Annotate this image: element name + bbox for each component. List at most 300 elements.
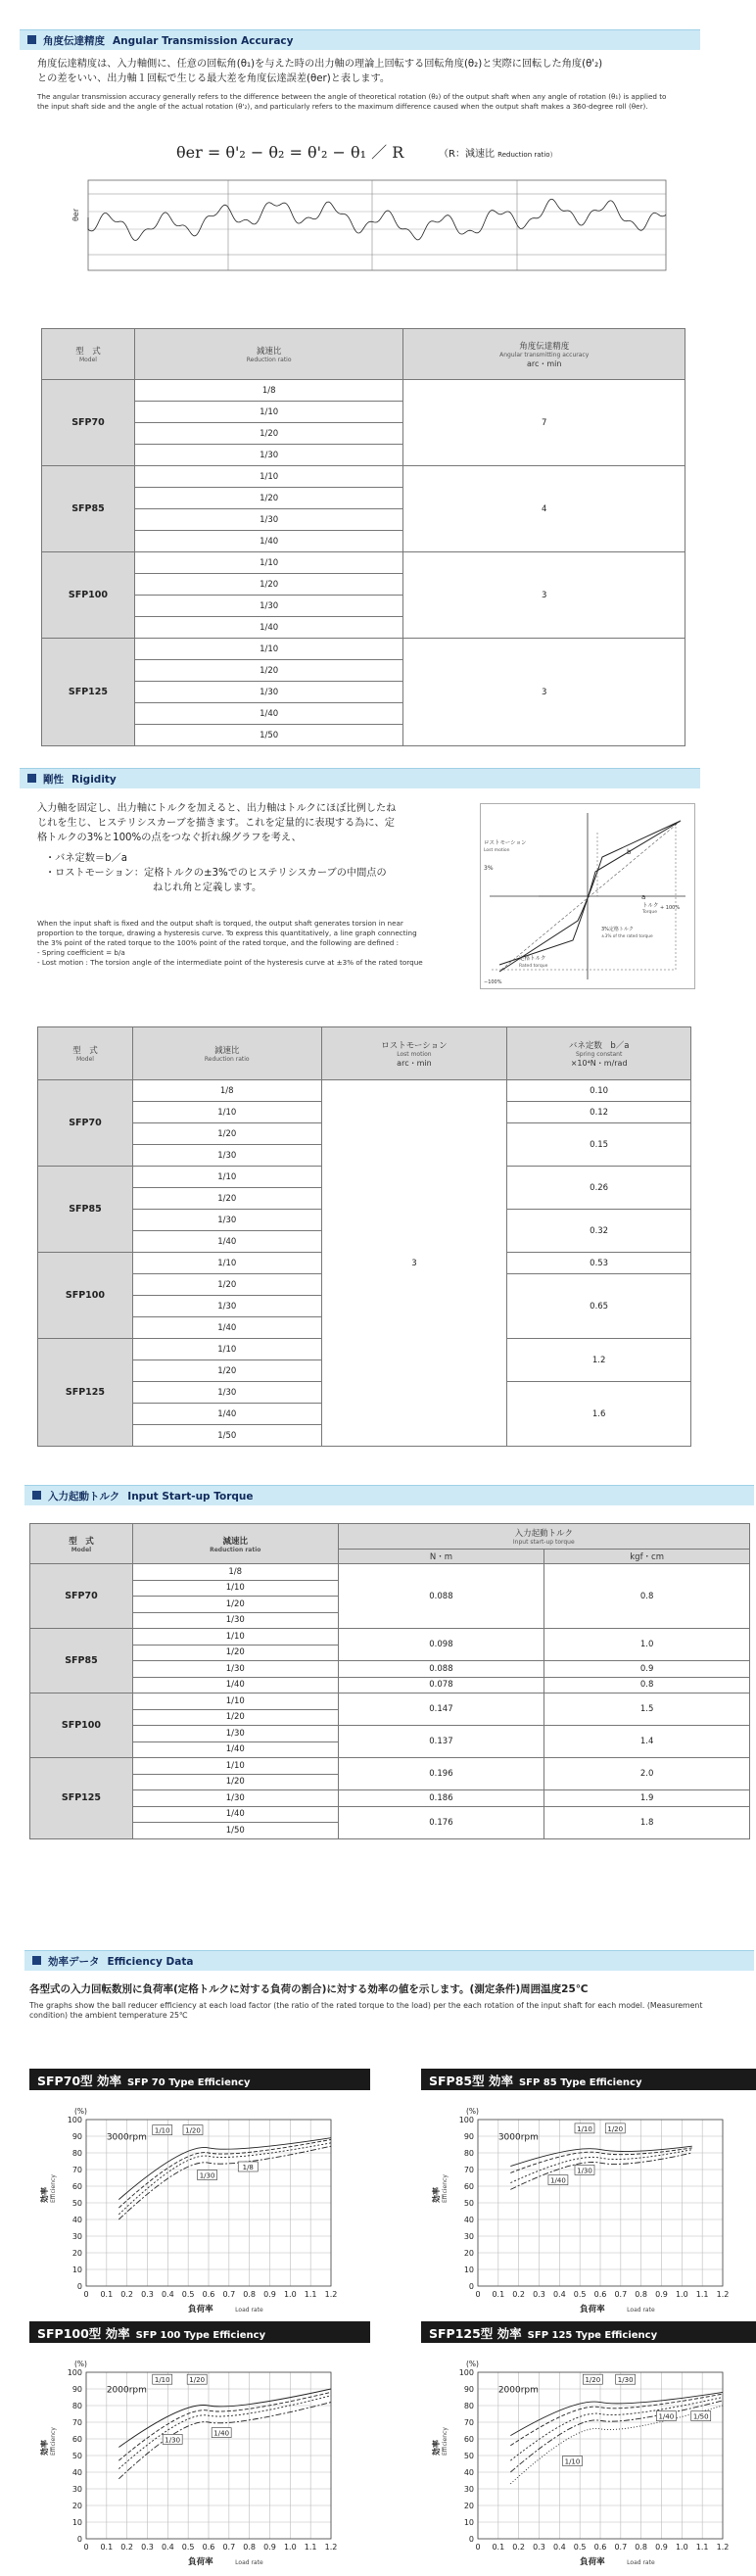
x-tick-label: 0.1: [100, 2543, 114, 2552]
angular-desc-ja: 角度伝達精度は、入力軸側に、任意の回転角(θ₁)を与えた時の出力軸の理論上回転する回転角度(θ₂)と実際に回転した角度(θ'₂) との差をいい、出力軸１回転で生じる最大差を角度伝達誤差(θer)と表します。: [37, 59, 603, 84]
torque-kgf-cell: 1.0: [544, 1629, 750, 1661]
ratio-cell: 1/40: [134, 531, 403, 552]
x-axis-label: 負荷率: [188, 2557, 213, 2567]
y-tick-label: 50: [71, 2452, 82, 2460]
ratio-cell: 1/10: [134, 552, 403, 574]
efficiency-chart: [29, 2343, 370, 2574]
x-tick-label: 0.3: [141, 2543, 154, 2552]
curve-ratio-label: 1/40: [213, 2429, 230, 2438]
y-tick-label: 40: [463, 2468, 474, 2477]
y-tick-label: 80: [463, 2402, 474, 2410]
y-tick-label: 100: [67, 2116, 82, 2124]
torque-kgf-cell: 1.5: [544, 1693, 750, 1726]
model-cell: SFP70: [38, 1080, 133, 1167]
x-tick-label: 0.2: [512, 2290, 526, 2299]
x-tick-label: 0: [475, 2543, 481, 2552]
x-tick-label: 0.7: [614, 2543, 628, 2552]
x-axis-label: 負荷率: [580, 2305, 605, 2314]
square-bullet-icon: [32, 1956, 41, 1965]
ratio-cell: 1/40: [134, 617, 403, 639]
section-header-rigidity: 剛性 Rigidity: [20, 768, 700, 788]
ratio-cell: 1/20: [134, 488, 403, 509]
y-axis-label-en: Efficiency: [442, 2174, 449, 2203]
y-tick-label: 50: [71, 2199, 82, 2208]
x-tick-label: 0.2: [120, 2543, 134, 2552]
torque-nm-cell: 0.078: [338, 1677, 544, 1693]
spring-constant-cell: 0.12: [507, 1102, 691, 1123]
x-axis-label-en: Load rate: [627, 2307, 655, 2314]
x-tick-label: 0: [83, 2290, 89, 2299]
x-tick-label: 0.3: [533, 2543, 545, 2552]
rpm-label: 2000rpm: [106, 2385, 147, 2396]
accuracy-cell: 4: [403, 466, 685, 552]
y-tick-label: 90: [71, 2385, 82, 2394]
y-axis-label: 効率: [40, 2187, 49, 2203]
x-tick-label: 0.7: [222, 2290, 236, 2299]
efficiency-graph-panel: [421, 2069, 756, 2323]
accuracy-cell: 7: [403, 380, 685, 466]
table-row: [38, 1080, 691, 1102]
square-bullet-icon: [32, 1491, 41, 1500]
model-cell: SFP85: [42, 466, 135, 552]
x-tick-label: 0.5: [181, 2290, 195, 2299]
y-axis-label-en: Efficiency: [50, 2427, 57, 2456]
y-tick-label: 60: [463, 2182, 474, 2191]
x-tick-label: 1.1: [695, 2543, 709, 2552]
curve-ratio-label: 1/40: [658, 2412, 675, 2421]
y-tick-label: 80: [463, 2149, 474, 2158]
spring-constant-cell: 0.10: [507, 1080, 691, 1102]
x-tick-label: 0.5: [181, 2543, 195, 2552]
efficiency-chart: [421, 2090, 756, 2321]
curve-ratio-label: 1/30: [617, 2376, 634, 2385]
ratio-cell: 1/10: [134, 466, 403, 488]
ratio-cell: 1/40: [132, 1677, 338, 1693]
ratio-cell: 1/20: [132, 1274, 321, 1296]
graph-title-en: SFP 100 Type Efficiency: [135, 2330, 266, 2341]
y-tick-label: 70: [71, 2166, 82, 2174]
formula-note: （R：減速比 Reduction ratio）: [439, 149, 557, 160]
graph-title-en: SFP 125 Type Efficiency: [527, 2330, 658, 2341]
rpm-label: 3000rpm: [497, 2132, 539, 2143]
model-cell: SFP100: [38, 1253, 133, 1339]
square-bullet-icon: [27, 774, 36, 783]
square-bullet-icon: [27, 35, 36, 44]
graph-title-bar: [29, 2069, 370, 2090]
torque-nm-cell: 0.196: [338, 1758, 544, 1790]
table-row: [30, 1758, 750, 1775]
ratio-cell: 1/30: [132, 1612, 338, 1629]
x-tick-label: 1.0: [283, 2290, 297, 2299]
model-cell: SFP85: [30, 1629, 133, 1693]
torque-nm-cell: 0.186: [338, 1790, 544, 1807]
x-tick-label: 1.1: [304, 2290, 317, 2299]
x-tick-label: 0.2: [120, 2290, 134, 2299]
x-tick-label: 0.4: [161, 2290, 174, 2299]
model-cell: SFP125: [38, 1339, 133, 1447]
efficiency-intro-en: The graphs show the ball reducer efficiency at each load factor (the ratio of the rated torque to the load) per the each rotation of the input shaft for each model. (Measurement condition) the ambient temperature 25℃: [29, 2001, 703, 2020]
svg-text:トルク: トルク: [642, 903, 659, 909]
table-row: [42, 380, 685, 402]
rigidity-desc-ja: 入力軸を固定し、出力軸にトルクを加えると、出力軸はトルクにほぼ比例したね じれを生じ、ヒステリシスカーブを描きます。これを定量的に表現する為に、定 格トルクの3%と100%の点をつなぐ折れ線グラフを考え、 ・バネ定数＝b／a ・ロストモーション：定格トルクの±3%でのヒステリシスカーブの中間点の ねじれ角と定義します。: [37, 803, 397, 893]
graph-title-bar: [421, 2069, 756, 2090]
x-tick-label: 0.7: [614, 2290, 628, 2299]
ratio-cell: 1/40: [132, 1231, 321, 1253]
y-tick-label: 40: [71, 2216, 82, 2224]
ratio-cell: 1/30: [132, 1296, 321, 1317]
ratio-cell: 1/8: [132, 1080, 321, 1102]
curve-ratio-label: 1/10: [154, 2126, 170, 2135]
ratio-cell: 1/10: [132, 1339, 321, 1360]
svg-text:−100%: −100%: [484, 979, 502, 985]
y-tick-label: 30: [71, 2232, 82, 2241]
section-title-ja: 角度伝達精度: [43, 35, 105, 47]
table-header-row: 型 式 Model 減速比 Reduction ratio 入力起動トルク Input start-up torque: [30, 1524, 750, 1550]
ratio-cell: 1/20: [132, 1709, 338, 1726]
curve-ratio-label: 1/10: [577, 2124, 592, 2133]
svg-text:b: b: [627, 848, 632, 856]
y-tick-label: 10: [463, 2518, 474, 2527]
x-tick-label: 1.2: [324, 2290, 338, 2299]
ratio-cell: 1/40: [132, 1317, 321, 1339]
ratio-cell: 1/10: [132, 1167, 321, 1188]
x-tick-label: 1.0: [675, 2543, 688, 2552]
svg-text:ロストモーション: ロストモーション: [484, 840, 527, 846]
y-tick-label: 80: [71, 2149, 82, 2158]
ratio-cell: 1/10: [134, 639, 403, 660]
efficiency-curve: [118, 2403, 331, 2479]
torque-kgf-cell: 0.9: [544, 1661, 750, 1678]
x-tick-label: 0.8: [243, 2290, 257, 2299]
x-tick-label: 0.6: [202, 2543, 215, 2552]
y-tick-label: 30: [71, 2485, 82, 2494]
y-tick-label: 100: [458, 2368, 474, 2377]
svg-text:+ 100%: + 100%: [660, 905, 681, 911]
torque-nm-cell: 0.147: [338, 1693, 544, 1726]
x-tick-label: 0.5: [573, 2543, 587, 2552]
x-axis-label-en: Load rate: [627, 2559, 655, 2566]
ratio-cell: 1/20: [132, 1123, 321, 1145]
y-tick-label: 60: [71, 2182, 82, 2191]
efficiency-graph-panel: [421, 2321, 756, 2576]
y-tick-label: 20: [463, 2249, 474, 2258]
x-tick-label: 0: [83, 2543, 89, 2552]
table-row: [30, 1693, 750, 1710]
x-tick-label: 1.1: [304, 2543, 317, 2552]
x-tick-label: 0.9: [655, 2290, 668, 2299]
spring-constant-cell: 0.65: [507, 1274, 691, 1339]
curve-ratio-label: 1/20: [185, 2126, 201, 2135]
x-axis-label-en: Load rate: [235, 2307, 263, 2314]
table-row: [30, 1564, 750, 1581]
y-tick-label: 70: [71, 2418, 82, 2427]
y-tick-label: 20: [71, 2249, 82, 2258]
x-tick-label: 0.3: [533, 2290, 545, 2299]
y-tick-label: 100: [67, 2368, 82, 2377]
ratio-cell: 1/30: [134, 682, 403, 703]
ratio-cell: 1/10: [132, 1102, 321, 1123]
y-tick-label: 90: [463, 2132, 474, 2141]
curve-ratio-label: 1/20: [189, 2376, 206, 2385]
ratio-cell: 1/10: [132, 1758, 338, 1775]
torque-nm-cell: 0.088: [338, 1564, 544, 1629]
rpm-label: 2000rpm: [497, 2385, 539, 2396]
x-tick-label: 0.6: [202, 2290, 215, 2299]
axis-label-theta-er: θer: [71, 208, 80, 221]
ratio-cell: 1/20: [132, 1774, 338, 1790]
section-header-startup: 入力起動トルク Input Start-up Torque: [24, 1485, 754, 1505]
section-header-efficiency: 効率データ Efficiency Data: [24, 1950, 754, 1971]
ratio-cell: 1/10: [132, 1580, 338, 1597]
curve-ratio-label: 1/30: [577, 2167, 592, 2175]
ratio-cell: 1/50: [132, 1425, 321, 1447]
y-tick-label: 0: [468, 2535, 474, 2544]
efficiency-curve: [118, 2138, 331, 2200]
ratio-cell: 1/30: [132, 1210, 321, 1231]
ratio-cell: 1/30: [134, 596, 403, 617]
svg-text:3%定格トルク: 3%定格トルク: [601, 927, 634, 932]
x-tick-label: 0.8: [243, 2543, 257, 2552]
y-tick-label: 60: [463, 2435, 474, 2444]
ratio-cell: 1/20: [134, 660, 403, 682]
torque-nm-cell: 0.137: [338, 1726, 544, 1758]
x-tick-label: 1.1: [695, 2290, 709, 2299]
error-waveform: [88, 199, 666, 240]
ratio-cell: 1/50: [132, 1823, 338, 1839]
ratio-cell: 1/10: [134, 402, 403, 423]
efficiency-chart: [421, 2343, 756, 2574]
y-axis-label: 効率: [432, 2187, 441, 2203]
y-axis-label: 効率: [432, 2440, 441, 2456]
ratio-cell: 1/20: [132, 1360, 321, 1382]
ratio-cell: 1/10: [132, 1629, 338, 1646]
torque-nm-cell: 0.098: [338, 1629, 544, 1661]
accuracy-cell: 3: [403, 639, 685, 746]
x-tick-label: 0: [475, 2290, 481, 2299]
y-tick-label: 40: [463, 2216, 474, 2224]
x-tick-label: 0.3: [141, 2290, 154, 2299]
efficiency-curve: [510, 2398, 723, 2461]
torque-nm-cell: 0.176: [338, 1806, 544, 1838]
y-tick-label: 0: [76, 2535, 82, 2544]
accuracy-cell: 3: [403, 552, 685, 639]
y-unit-label: (%): [466, 2107, 479, 2116]
table-row: [30, 1677, 750, 1693]
efficiency-curve: [118, 2389, 331, 2448]
ratio-cell: 1/20: [134, 423, 403, 445]
y-unit-label: (%): [466, 2360, 479, 2368]
table-row: [30, 1806, 750, 1823]
efficiency-chart: [29, 2090, 370, 2321]
table-header-row: 型 式 Model 減速比 Reduction ratio 角度伝達精度 Angular transmitting accuracy arc・min: [42, 329, 685, 380]
y-tick-label: 50: [463, 2199, 474, 2208]
rigidity-table: [37, 1026, 691, 1447]
y-axis-label-en: Efficiency: [442, 2427, 449, 2456]
efficiency-graph-panel: [29, 2069, 370, 2323]
x-axis-label-en: Load rate: [235, 2559, 263, 2566]
ratio-cell: 1/8: [132, 1564, 338, 1581]
ratio-cell: 1/20: [134, 574, 403, 596]
spring-constant-cell: 0.26: [507, 1167, 691, 1210]
hysteresis-figure: [480, 803, 695, 989]
x-tick-label: 0.6: [593, 2290, 607, 2299]
ratio-cell: 1/40: [132, 1404, 321, 1425]
graph-title-ja: SFP125型 効率: [429, 2326, 522, 2341]
angular-accuracy-table: [41, 328, 685, 746]
ratio-cell: 1/30: [134, 509, 403, 531]
x-tick-label: 0.8: [635, 2543, 648, 2552]
ratio-cell: 1/30: [132, 1726, 338, 1742]
torque-kgf-cell: 0.8: [544, 1677, 750, 1693]
x-tick-label: 1.2: [716, 2543, 730, 2552]
table-row: [42, 639, 685, 660]
svg-text:Torque: Torque: [642, 910, 657, 915]
spring-constant-cell: 1.6: [507, 1382, 691, 1447]
curve-ratio-label: 1/20: [585, 2376, 601, 2385]
angular-desc-en: The angular transmission accuracy generally refers to the difference between the angle of theoretical rotation (θ₂) of the output shaft when any angle of rotation (θ₁) is applied to the input shaft side and the angle of the actual rotation (θ'₂), and particularly refers to the maximum difference caused when the output shaft makes a 360-degree roll (θer).: [37, 92, 667, 111]
curve-ratio-label: 1/40: [550, 2176, 566, 2185]
graph-title-ja: SFP70型 効率: [37, 2074, 121, 2088]
x-axis-label: 負荷率: [188, 2305, 213, 2314]
y-tick-label: 90: [463, 2385, 474, 2394]
spring-constant-cell: 1.2: [507, 1339, 691, 1382]
ratio-cell: 1/40: [132, 1806, 338, 1823]
x-tick-label: 0.1: [492, 2290, 505, 2299]
ratio-cell: 1/30: [132, 1661, 338, 1678]
x-tick-label: 0.9: [263, 2543, 276, 2552]
torque-kgf-cell: 1.4: [544, 1726, 750, 1758]
table-row: [30, 1726, 750, 1742]
y-tick-label: 10: [463, 2266, 474, 2274]
graph-title-bar: [29, 2321, 370, 2343]
x-tick-label: 0.1: [492, 2543, 505, 2552]
spring-constant-cell: 0.53: [507, 1253, 691, 1274]
x-axis-label: 負荷率: [580, 2557, 605, 2567]
table-row: [42, 552, 685, 574]
x-tick-label: 0.9: [655, 2543, 668, 2552]
table-row: [30, 1661, 750, 1678]
y-tick-label: 0: [76, 2282, 82, 2291]
table-header-row: 型 式 Model 減速比 Reduction ratio ロストモーション Lost motion arc・min バネ定数 b／a Spring constant ×10⁴N・m/rad: [38, 1027, 691, 1080]
y-axis-label: 効率: [40, 2440, 49, 2456]
y-tick-label: 90: [71, 2132, 82, 2141]
x-tick-label: 0.8: [635, 2290, 648, 2299]
y-axis-label-en: Efficiency: [50, 2174, 57, 2203]
model-cell: SFP125: [30, 1758, 133, 1839]
torque-kgf-cell: 1.9: [544, 1790, 750, 1807]
y-tick-label: 70: [463, 2166, 474, 2174]
svg-text:定格トルク: 定格トルク: [519, 956, 546, 962]
svg-text:Rated torque: Rated torque: [519, 964, 548, 969]
ratio-cell: 1/30: [134, 445, 403, 466]
x-tick-label: 0.7: [222, 2543, 236, 2552]
table-row: [30, 1629, 750, 1646]
curve-ratio-label: 1/10: [154, 2376, 170, 2385]
torque-kgf-cell: 1.8: [544, 1806, 750, 1838]
graph-title-bar: [421, 2321, 756, 2343]
rigidity-desc-en: When the input shaft is fixed and the output shaft is torqued, the output shaft generates torsion in near proportion to the torque, drawing a hysteresis curve. To express this quantitatively, a line graph connecting the 3% point of the rated torque to the 100% point of the rated torque, and the following are defined : - Spring coefficient = b/a - Lost motion : The torsion angle of the intermediate point of the hysteresis curve at ±3% of the rated torque: [37, 919, 423, 967]
curve-ratio-label: 1/30: [199, 2171, 215, 2180]
curve-ratio-label: 1/30: [165, 2436, 181, 2445]
efficiency-curve: [510, 2148, 691, 2173]
svg-text:Lost motion: Lost motion: [484, 848, 510, 853]
model-cell: SFP100: [42, 552, 135, 639]
y-tick-label: 0: [468, 2282, 474, 2291]
ratio-cell: 1/30: [132, 1382, 321, 1404]
x-tick-label: 1.2: [324, 2543, 338, 2552]
y-tick-label: 40: [71, 2468, 82, 2477]
x-tick-label: 1.0: [675, 2290, 688, 2299]
section-header-angular: [20, 29, 700, 50]
ratio-cell: 1/50: [134, 725, 403, 746]
section-title-en: Angular Transmission Accuracy: [113, 35, 294, 47]
efficiency-intro-ja: 各型式の入力回転数別に負荷率(定格トルクに対する負荷の割合)に対する効率の値を示します。(測定条件)周囲温度25℃: [29, 1983, 589, 1995]
ratio-cell: 1/30: [132, 1145, 321, 1167]
x-tick-label: 0.4: [161, 2543, 174, 2552]
curve-ratio-label: 1/20: [607, 2124, 624, 2133]
ratio-cell: 1/40: [132, 1741, 338, 1758]
y-tick-label: 70: [463, 2418, 474, 2427]
spring-constant-cell: 0.15: [507, 1123, 691, 1167]
torque-kgf-cell: 0.8: [544, 1564, 750, 1629]
y-unit-label: (%): [74, 2107, 87, 2116]
y-tick-label: 20: [463, 2502, 474, 2510]
ratio-cell: 1/30: [132, 1790, 338, 1807]
angular-error-figure: [69, 178, 676, 276]
ratio-cell: 1/20: [132, 1188, 321, 1210]
graph-title-ja: SFP85型 効率: [429, 2074, 513, 2088]
x-tick-label: 0.2: [512, 2543, 526, 2552]
x-tick-label: 0.6: [593, 2543, 607, 2552]
x-tick-label: 0.5: [573, 2290, 587, 2299]
y-tick-label: 20: [71, 2502, 82, 2510]
ratio-cell: 1/20: [132, 1645, 338, 1661]
y-tick-label: 60: [71, 2435, 82, 2444]
y-tick-label: 100: [458, 2116, 474, 2124]
x-tick-label: 1.0: [283, 2543, 297, 2552]
model-cell: SFP100: [30, 1693, 133, 1758]
y-tick-label: 80: [71, 2402, 82, 2410]
model-cell: SFP70: [42, 380, 135, 466]
startup-torque-table: 型 式 Model 減速比 Reduction ratio 入力起動トルク Input start-up torque N・m kgf・cm SFP70 1/8 0.088 0.8 1/10 1/20 1/30 SFP85 1/10 0.098 1.0 1/20 1/30 0.088 0.9 1/40 0.078 0.8 SFP100 1/10 0.147 1.5 1/20 1/30 0.137 1.4 1/40 SFP125 1/10 0.196 2.0 1/20 1/30 0.186 1.9 1/40 0.176 1.8 1/50: [29, 1523, 750, 1839]
efficiency-curve: [510, 2150, 691, 2183]
curve-ratio-label: 1/50: [692, 2412, 709, 2421]
graph-title-ja: SFP100型 効率: [37, 2326, 130, 2341]
y-tick-label: 50: [463, 2452, 474, 2460]
spring-constant-cell: 0.32: [507, 1210, 691, 1253]
x-tick-label: 0.9: [263, 2290, 276, 2299]
ratio-cell: 1/40: [134, 703, 403, 725]
efficiency-graph-panel: [29, 2321, 370, 2576]
y-tick-label: 10: [71, 2266, 82, 2274]
model-cell: SFP125: [42, 639, 135, 746]
model-cell: SFP70: [30, 1564, 133, 1629]
ratio-cell: 1/10: [132, 1693, 338, 1710]
x-tick-label: 0.4: [552, 2290, 566, 2299]
x-tick-label: 0.4: [552, 2543, 566, 2552]
model-cell: SFP85: [38, 1167, 133, 1253]
curve-ratio-label: 1/10: [564, 2457, 581, 2466]
table-row: [30, 1790, 750, 1807]
ratio-cell: 1/20: [132, 1597, 338, 1613]
x-tick-label: 0.1: [100, 2290, 114, 2299]
graph-title-en: SFP 70 Type Efficiency: [126, 2077, 251, 2088]
y-tick-label: 10: [71, 2518, 82, 2527]
svg-text:±3% of the rated torque: ±3% of the rated torque: [601, 934, 653, 939]
graph-title-en: SFP 85 Type Efficiency: [518, 2077, 642, 2088]
y-tick-label: 30: [463, 2485, 474, 2494]
torque-nm-cell: 0.088: [338, 1661, 544, 1678]
